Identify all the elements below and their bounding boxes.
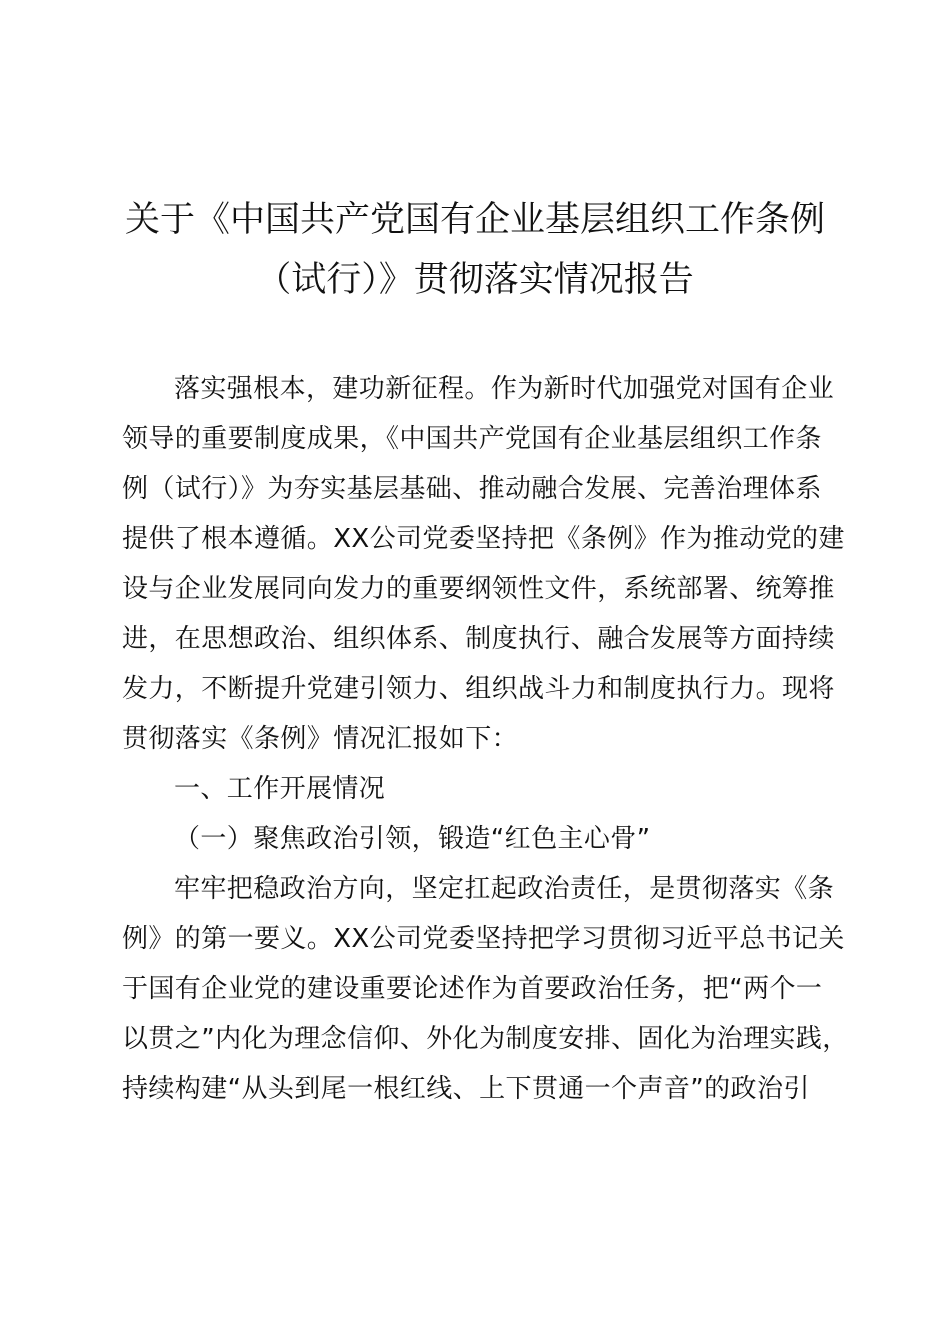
section-heading: 一、工作开展情况 [174, 774, 386, 804]
title-line: （试行）》贯彻落实情况报告 [256, 260, 694, 300]
document-body [122, 364, 849, 1114]
title-line: 关于《中国共产党国有企业基层组织工作条例 [124, 200, 825, 240]
paragraph-line: 设与企业发展同向发力的重要纲领性文件，系统部署、统筹推 [122, 574, 835, 604]
paragraph-line: 例（试行）》为夯实基层基础、推动融合发展、完善治理体系 [122, 474, 822, 504]
paragraph-line: 以贯之”内化为理念信仰、外化为制度安排、固化为治理实践， [122, 1024, 849, 1054]
paragraph-line: 落实强根本，建功新征程。作为新时代加强党对国有企业 [174, 374, 835, 404]
paragraph-line: 进，在思想政治、组织体系、制度执行、融合发展等方面持续 [122, 624, 835, 654]
paragraph-line: 持续构建“从头到尾一根红线、上下贯通一个声音”的政治引 [122, 1074, 810, 1104]
subsection-heading: （一）聚焦政治引领，锻造“红色主心骨” [174, 824, 651, 854]
document-title [100, 190, 850, 310]
paragraph-line: 领导的重要制度成果，《中国共产党国有企业基层组织工作条 [122, 424, 822, 454]
paragraph-line: 提供了根本遵循。XX公司党委坚持把《条例》作为推动党的建 [122, 524, 845, 554]
paragraph-line: 贯彻落实《条例》情况汇报如下： [122, 724, 519, 754]
paragraph-line: 于国有企业党的建设重要论述作为首要政治任务，把“两个一 [122, 974, 823, 1004]
paragraph-line: 牢牢把稳政治方向，坚定扛起政治责任，是贯彻落实《条 [174, 874, 835, 904]
paragraph-line: 例》的第一要义。XX公司党委坚持把学习贯彻习近平总书记关 [122, 924, 845, 954]
paragraph-line: 发力，不断提升党建引领力、组织战斗力和制度执行力。现将 [122, 674, 835, 704]
